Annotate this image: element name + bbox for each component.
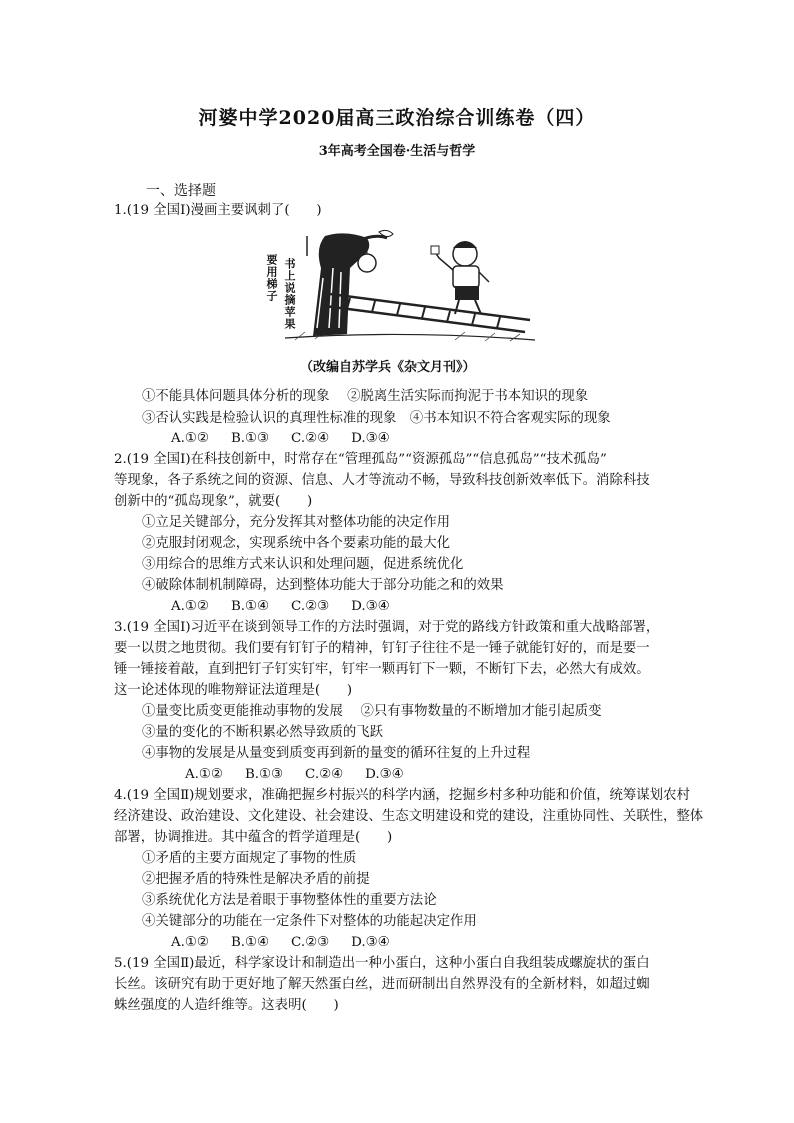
q1-choice-b: B.①③ [230, 431, 270, 446]
cartoon-text-right: 书上说摘苹果 [283, 258, 296, 330]
q2-option-4: ④破除体制机制障碍，达到整体功能大于部分功能之和的效果 [142, 578, 504, 593]
q3-stem-line-4: 这一论述体现的唯物辩证法道理是( ) [114, 683, 353, 698]
page-title: 河婆中学2020届高三政治综合训练卷（四） [198, 107, 596, 129]
q2-choice-c: C.②③ [291, 599, 330, 614]
q4-stem-line-2: 经济建设、政治建设、文化建设、社会建设、生态文明建设和党的建设，注重协同性、关联性，整体 [114, 809, 704, 824]
q4-option-2: ②把握矛盾的特殊性是解决矛盾的前提 [142, 872, 370, 887]
q2-stem-line-3: 创新中的“孤岛现象”，就要( ) [114, 494, 313, 509]
q4-option-1: ①矛盾的主要方面规定了事物的性质 [142, 851, 357, 866]
q4-option-4: ④关键部分的功能在一定条件下对整体的功能起决定作用 [142, 914, 477, 929]
q2-option-1: ①立足关键部分，充分发挥其对整体功能的决定作用 [142, 515, 450, 530]
q3-choice-c: C.②④ [305, 767, 344, 782]
q2-option-2: ②克服封闭观念，实现系统中各个要素功能的最大化 [142, 536, 450, 551]
q4-choice-a: A.①② [171, 935, 209, 950]
q3-stem-line-2: 要一以贯之地贯彻。我们要有钉钉子的精神，钉钉子往往不是一锤子就能钉好的，而是要一 [114, 641, 650, 656]
q5-stem-line-2: 长丝。该研究有助于更好地了解天然蛋白丝，进而研制出自然界没有的全新材料，如超过蜘 [114, 977, 650, 992]
q3-option-row-1: ①量变比质变更能推动事物的发展 ②只有事物数量的不断增加才能引起质变 [142, 704, 602, 719]
q1-choice-d: D.③④ [351, 431, 390, 446]
q4-choice-b: B.①④ [230, 935, 270, 950]
q3-choice-a: A.①② [185, 767, 223, 782]
q4-choice-d: D.③④ [351, 935, 390, 950]
page-subtitle: 3年高考全国卷·生活与哲学 [318, 144, 476, 159]
q3-choice-b: B.①③ [244, 767, 284, 782]
cartoon-illustration [255, 228, 540, 346]
q1-choices [171, 429, 412, 449]
q1-option-row-1: ①不能具体问题具体分析的现象 ②脱离生活实际而拘泥于书本知识的现象 [142, 389, 589, 404]
figure-caption: （改编自苏学兵《杂文月刊》） [300, 360, 476, 375]
q4-choices [171, 933, 412, 953]
q4-stem-line-3: 部署，协调推进。其中蕴含的哲学道理是( ) [114, 830, 393, 845]
q4-option-3: ③系统优化方法是着眼于事物整体性的重要方法论 [142, 893, 437, 908]
q3-choice-d: D.③④ [365, 767, 404, 782]
q5-stem-line-3: 蛛丝强度的人造纤维等。这表明( ) [114, 998, 339, 1013]
q1-choice-c: C.②④ [291, 431, 330, 446]
q1-option-row-2: ③否认实践是检验认识的真理性标准的现象 ④书本知识不符合客观实际的现象 [142, 411, 611, 426]
q5-stem-line-1: 5.(19 全国Ⅱ)最近，科学家设计和制造出一种小蛋白，这种小蛋白自我组装成螺旋状的蛋白 [114, 956, 650, 971]
q3-option-3: ③量的变化的不断积累必然导致质的飞跃 [142, 725, 384, 740]
cartoon-text-left: 要用梯子 [265, 254, 278, 302]
q2-stem-line-2: 等现象，各子系统之间的资源、信息、人才等流动不畅，导致科技创新效率低下。消除科技 [114, 473, 650, 488]
q2-choices [171, 597, 412, 617]
q2-choice-a: A.①② [171, 599, 209, 614]
q4-choice-c: C.②③ [291, 935, 330, 950]
q3-stem-line-3: 锤一锤接着敲，直到把钉子钉实钉牢，钉牢一颗再钉下一颗，不断钉下去，必然大有成效。 [114, 662, 650, 677]
q4-stem-line-1: 4.(19 全国Ⅱ)规划要求，准确把握乡村振兴的科学内涵，挖掘乡村多种功能和价值，统筹谋划农村 [114, 788, 690, 803]
q2-choice-b: B.①④ [230, 599, 270, 614]
q1-choice-a: A.①② [171, 431, 209, 446]
q3-choices [185, 765, 426, 785]
cartoon-drawing [255, 228, 540, 346]
q3-stem-line-1: 3.(19 全国Ⅰ)习近平在谈到领导工作的方法时强调，对于党的路线方针政策和重大战略部署， [114, 620, 660, 635]
q1-stem: 1.(19 全国Ⅰ)漫画主要讽刺了( ) [114, 203, 322, 218]
q2-option-3: ③用综合的思维方式来认识和处理问题，促进系统优化 [142, 557, 464, 572]
q2-stem-line-1: 2.(19 全国Ⅰ)在科技创新中，时常存在“管理孤岛”“资源孤岛”“信息孤岛”“技术孤岛” [114, 452, 607, 467]
section-heading: 一、选择题 [146, 183, 216, 199]
q3-option-4: ④事物的发展是从量变到质变再到新的量变的循环往复的上升过程 [142, 746, 531, 761]
q2-choice-d: D.③④ [351, 599, 390, 614]
